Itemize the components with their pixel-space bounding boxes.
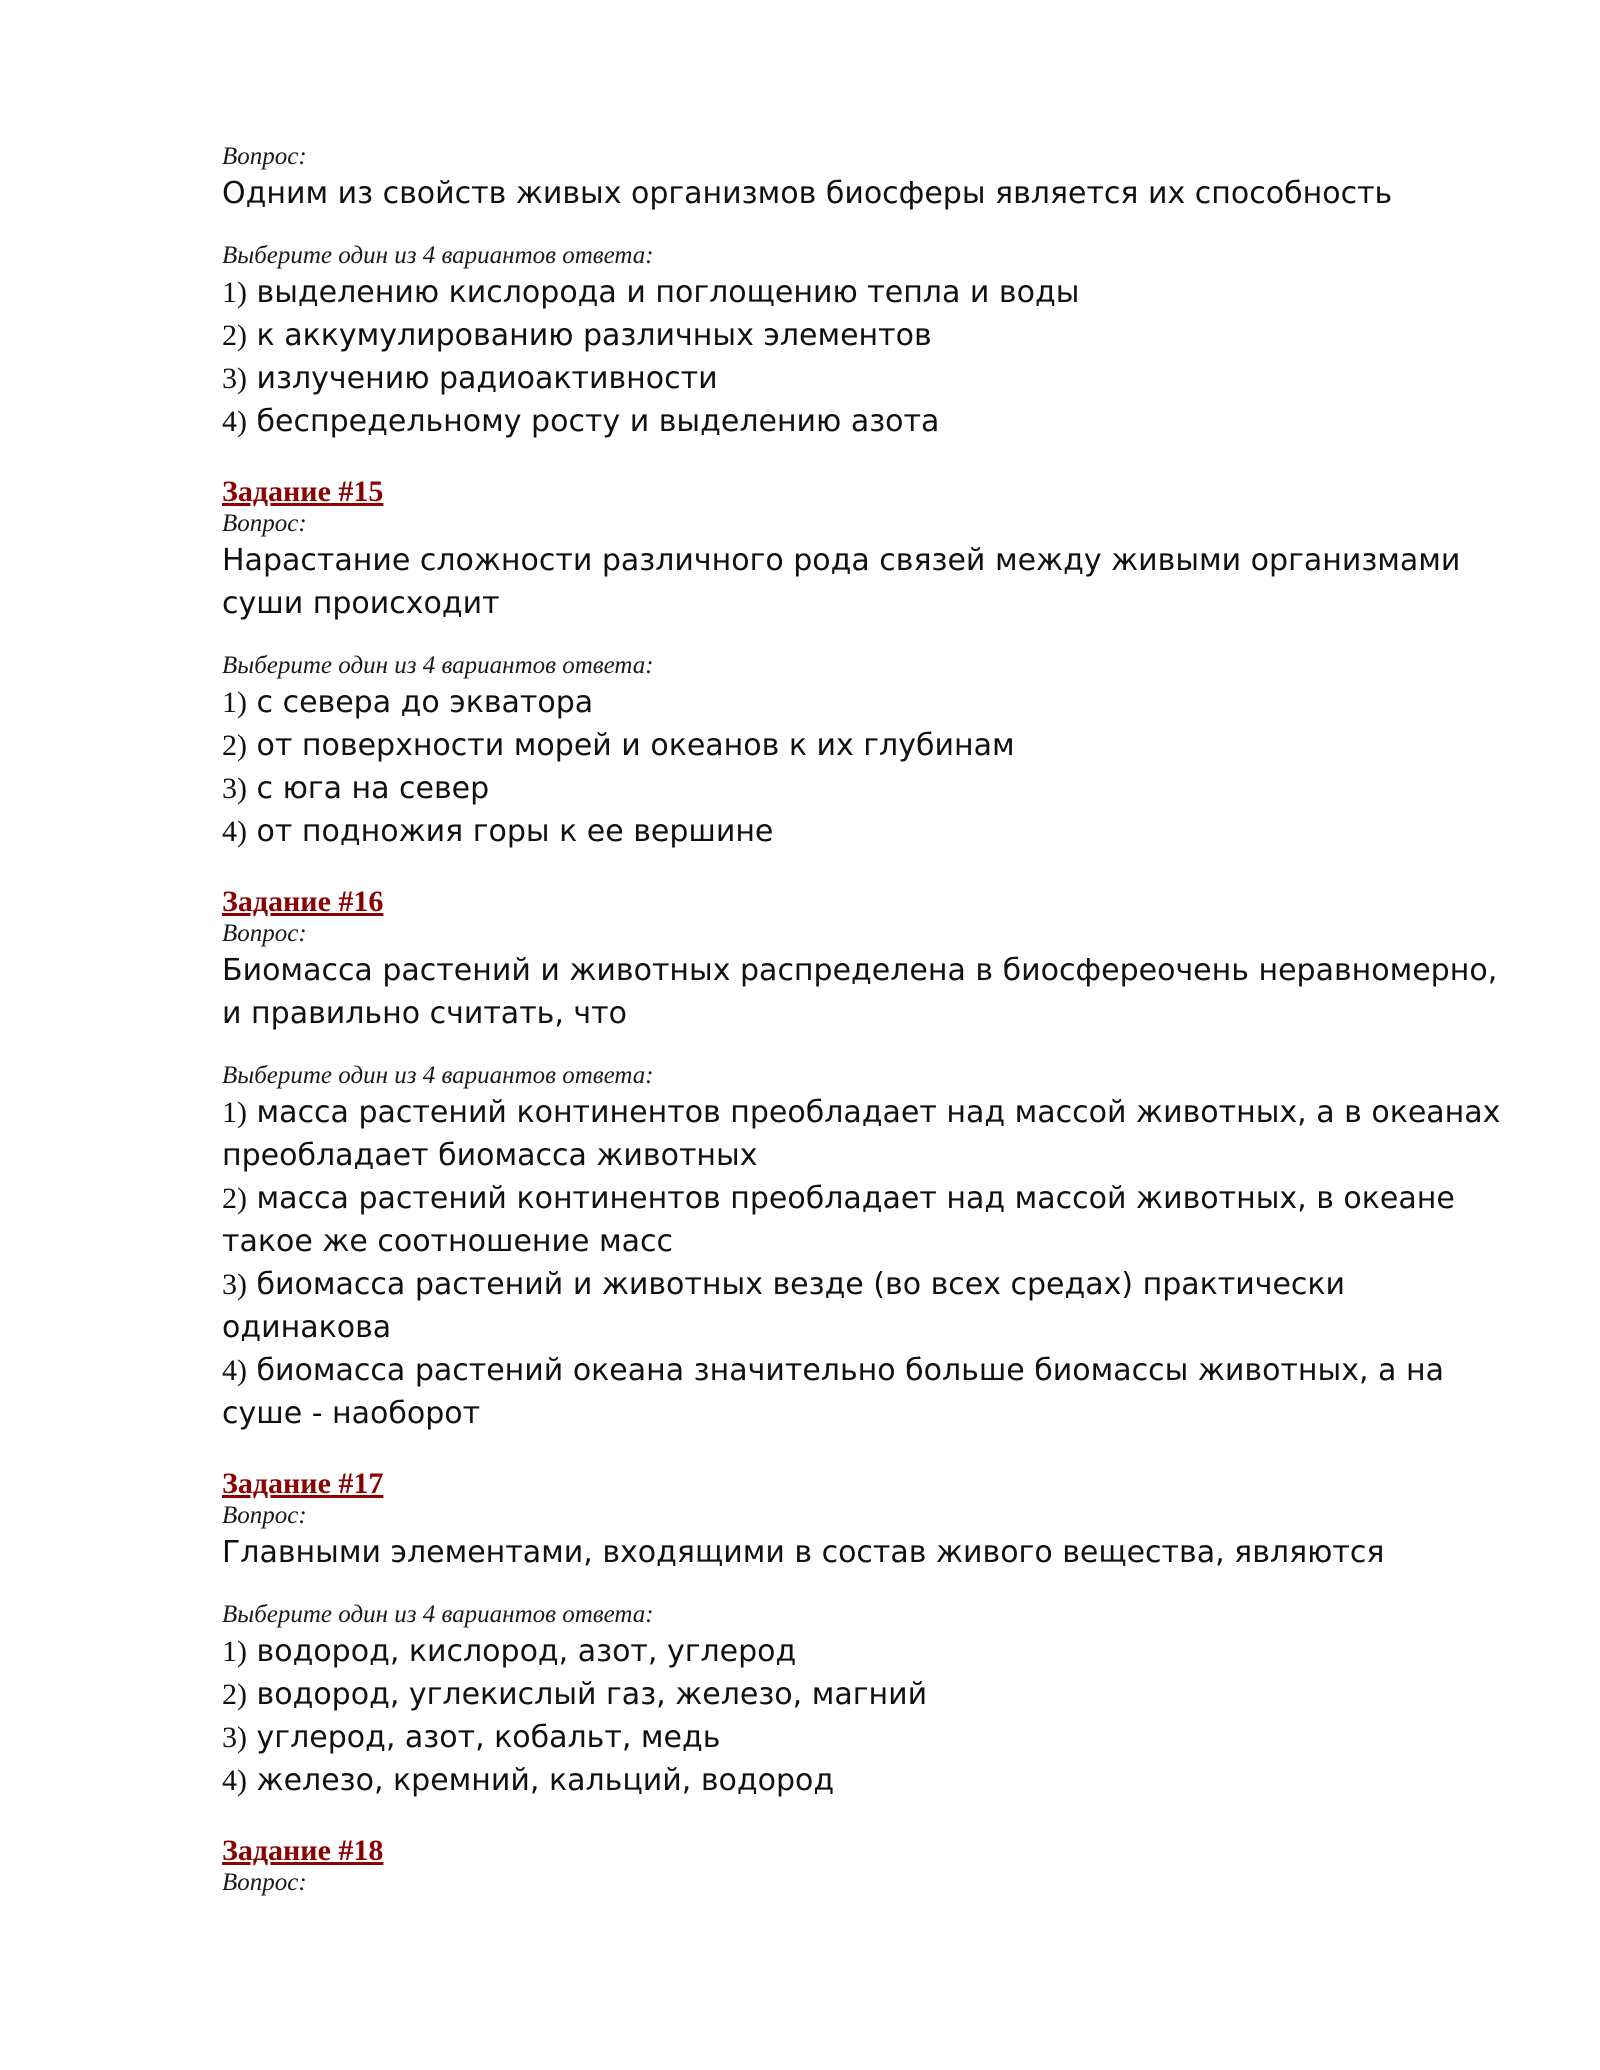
option-number: 1) [222, 276, 247, 309]
option-text: масса растений континентов преобладает над массой животных, в океане такое же соотношение масс [222, 1181, 1455, 1259]
task-heading: Задание #16 [222, 885, 384, 918]
option-text: излучению радиоактивности [256, 361, 718, 396]
option-number: 2) [222, 1678, 247, 1711]
option-text: от подножия горы к ее вершине [256, 814, 774, 849]
option-text: биомасса растений и животных везде (во всех средах) практически одинакова [222, 1267, 1346, 1345]
question-text: Нарастание сложности различного рода связей между живыми организмами суши происходит [222, 543, 1461, 621]
option-text: водород, кислород, азот, углерод [256, 1634, 797, 1669]
option-number: 3) [222, 1721, 247, 1754]
option-number: 3) [222, 1268, 247, 1301]
choose-label: Выберите один из 4 вариантов ответа: [222, 1062, 654, 1089]
option-number: 1) [222, 1635, 247, 1668]
option-number: 3) [222, 362, 247, 395]
task-heading: Задание #18 [222, 1834, 384, 1867]
answer-option [222, 1263, 1522, 1349]
option-number: 2) [222, 319, 247, 352]
answer-option [222, 767, 1522, 810]
choose-label: Выберите один из 4 вариантов ответа: [222, 1601, 654, 1628]
answer-option [222, 810, 1522, 853]
option-number: 2) [222, 729, 247, 762]
question-text: Главными элементами, входящими в состав живого вещества, являются [222, 1535, 1385, 1570]
question-label: Вопрос: [222, 1869, 307, 1896]
task-block [222, 1834, 1522, 1898]
answer-option [222, 1759, 1522, 1802]
option-text: к аккумулированию различных элементов [256, 318, 932, 353]
choose-label: Выберите один из 4 вариантов ответа: [222, 242, 654, 269]
answer-option [222, 357, 1522, 400]
question-label: Вопрос: [222, 510, 307, 537]
option-text: биомасса растений океана значительно больше биомассы животных, а на суше - наоборот [222, 1353, 1444, 1431]
question-label: Вопрос: [222, 1502, 307, 1529]
answer-option [222, 400, 1522, 443]
choose-label: Выберите один из 4 вариантов ответа: [222, 652, 654, 679]
option-number: 1) [222, 686, 247, 719]
task-heading: Задание #15 [222, 475, 384, 508]
answer-option [222, 1630, 1522, 1673]
question-text: Биомасса растений и животных распределена в биосфереочень неравномерно, и правильно считать, что [222, 953, 1498, 1031]
option-text: выделению кислорода и поглощению тепла и воды [256, 275, 1080, 310]
option-text: железо, кремний, кальций, водород [256, 1763, 835, 1798]
option-number: 4) [222, 1764, 247, 1797]
question-label: Вопрос: [222, 920, 307, 947]
task-block [222, 475, 1522, 853]
task-block [222, 142, 1522, 443]
answer-option [222, 681, 1522, 724]
option-text: с севера до экватора [256, 685, 594, 720]
option-number: 4) [222, 815, 247, 848]
question-text: Одним из свойств живых организмов биосферы является их способность [222, 176, 1393, 211]
task-block [222, 1467, 1522, 1802]
question-label: Вопрос: [222, 143, 307, 170]
answer-option [222, 1349, 1522, 1435]
option-text: масса растений континентов преобладает над массой животных, а в океанах преобладает биомасса животных [222, 1095, 1501, 1173]
option-text: водород, углекислый газ, железо, магний [256, 1677, 928, 1712]
task-block [222, 885, 1522, 1435]
option-text: беспредельному росту и выделению азота [256, 404, 940, 439]
answer-option [222, 1177, 1522, 1263]
option-text: с юга на север [256, 771, 490, 806]
option-text: углерод, азот, кобальт, медь [256, 1720, 721, 1755]
answer-option [222, 314, 1522, 357]
option-number: 3) [222, 772, 247, 805]
option-number: 1) [222, 1096, 247, 1129]
option-number: 4) [222, 1354, 247, 1387]
answer-option [222, 1091, 1522, 1177]
option-text: от поверхности морей и океанов к их глубинам [256, 728, 1015, 763]
answer-option [222, 1673, 1522, 1716]
answer-option [222, 724, 1522, 767]
task-heading: Задание #17 [222, 1467, 384, 1500]
document-page [222, 142, 1522, 1898]
option-number: 2) [222, 1182, 247, 1215]
option-number: 4) [222, 405, 247, 438]
answer-option [222, 271, 1522, 314]
answer-option [222, 1716, 1522, 1759]
